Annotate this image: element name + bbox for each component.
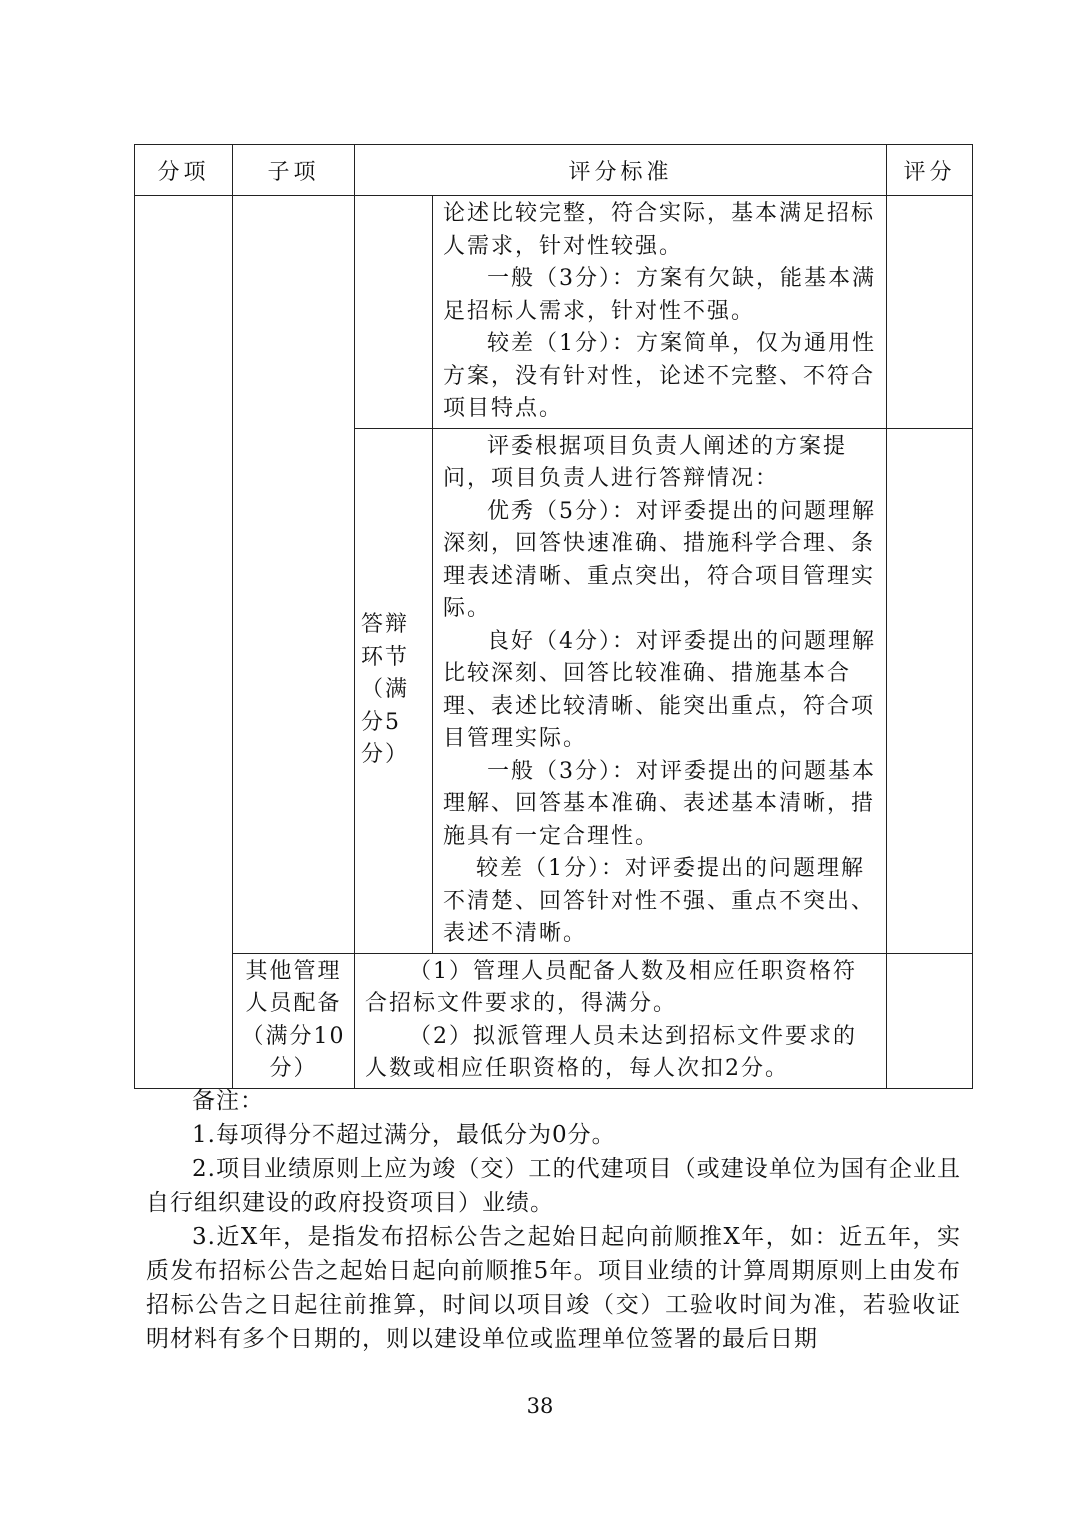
criteria-text: 评委根据项目负责人阐述的方案提问，项目负责人进行答辩情况： <box>443 433 848 491</box>
scoring-table <box>134 144 973 1089</box>
criteria-text: 一般（3分）：方案有欠缺，能基本满足招标人需求，针对性不强。 <box>443 266 876 324</box>
page-number: 38 <box>526 1394 554 1418</box>
criteria-cell <box>355 953 887 1088</box>
subitem-cell-empty <box>233 196 355 954</box>
note-item: 2.项目业绩原则上应为竣（交）工的代建项目（或建设单位为国有企业且自行组织建设的政府投资项目）业绩。 <box>146 1156 961 1216</box>
score-cell <box>887 953 973 1088</box>
table-header-row <box>135 145 973 196</box>
note-item: 3.近X年，是指发布招标公告之起始日起向前顺推X年，如：近五年，实质发布招标公告之起始日起向前顺推5年。项目业绩的计算周期原则上由发布招标公告之日起往前推算，时间以项目竣（交）工验收时间为准，若验收证明材料有多个日期的，则以建设单位或监理单位签署的最后日期 <box>146 1224 961 1352</box>
criteria-text: 优秀（5分）：对评委提出的问题理解深刻，回答快速准确、措施科学合理、条理表述清晰、重点突出，符合项目管理实际。 <box>443 498 876 621</box>
criteria-text: 一般（3分）：对评委提出的问题基本理解、回答基本准确、表述基本清晰，措施具有一定合理性。 <box>443 758 876 849</box>
criteria-text: 较差（1分）：方案简单，仅为通用性方案，没有针对性，论述不完整、不符合项目特点。 <box>443 331 876 421</box>
criteria-cell <box>433 428 887 953</box>
subitem-defense-cell: 答辩环节（满分5分） <box>355 428 433 953</box>
criteria-cell <box>433 196 887 429</box>
score-cell <box>887 428 973 953</box>
subitem-staffing-cell: 其他管理人员配备（满分10分） <box>233 953 355 1088</box>
notes-heading: 备注： <box>192 1088 264 1114</box>
score-cell <box>887 196 973 429</box>
category-cell <box>135 196 233 1089</box>
header-criteria: 评分标准 <box>355 145 887 196</box>
table-row <box>135 953 973 1088</box>
criteria-text: 良好（4分）：对评委提出的问题理解比较深刻、回答比较准确、措施基本合理、表述比较清晰、能突出重点，符合项目管理实际。 <box>443 628 876 751</box>
table-row <box>135 196 973 429</box>
header-category: 分项 <box>135 145 233 196</box>
notes-section <box>146 1084 961 1356</box>
criteria-text: （1）管理人员配备人数及相应任职资格符合招标文件要求的，得满分。 <box>365 958 857 1016</box>
header-score: 评分 <box>887 145 973 196</box>
criteria-text: 论述比较完整，符合实际，基本满足招标人需求，针对性较强。 <box>443 201 876 259</box>
criteria-text: （2）拟派管理人员未达到招标文件要求的人数或相应任职资格的，每人次扣2分。 <box>365 1023 857 1081</box>
criteria-text: 较差（1分）：对评委提出的问题理解不清楚、回答针对性不强、重点不突出、表述不清晰。 <box>443 856 876 946</box>
subitem-inner-cell-empty <box>355 196 433 429</box>
note-item: 1.每项得分不超过满分，最低分为0分。 <box>192 1122 616 1148</box>
header-subitem: 子项 <box>233 145 355 196</box>
